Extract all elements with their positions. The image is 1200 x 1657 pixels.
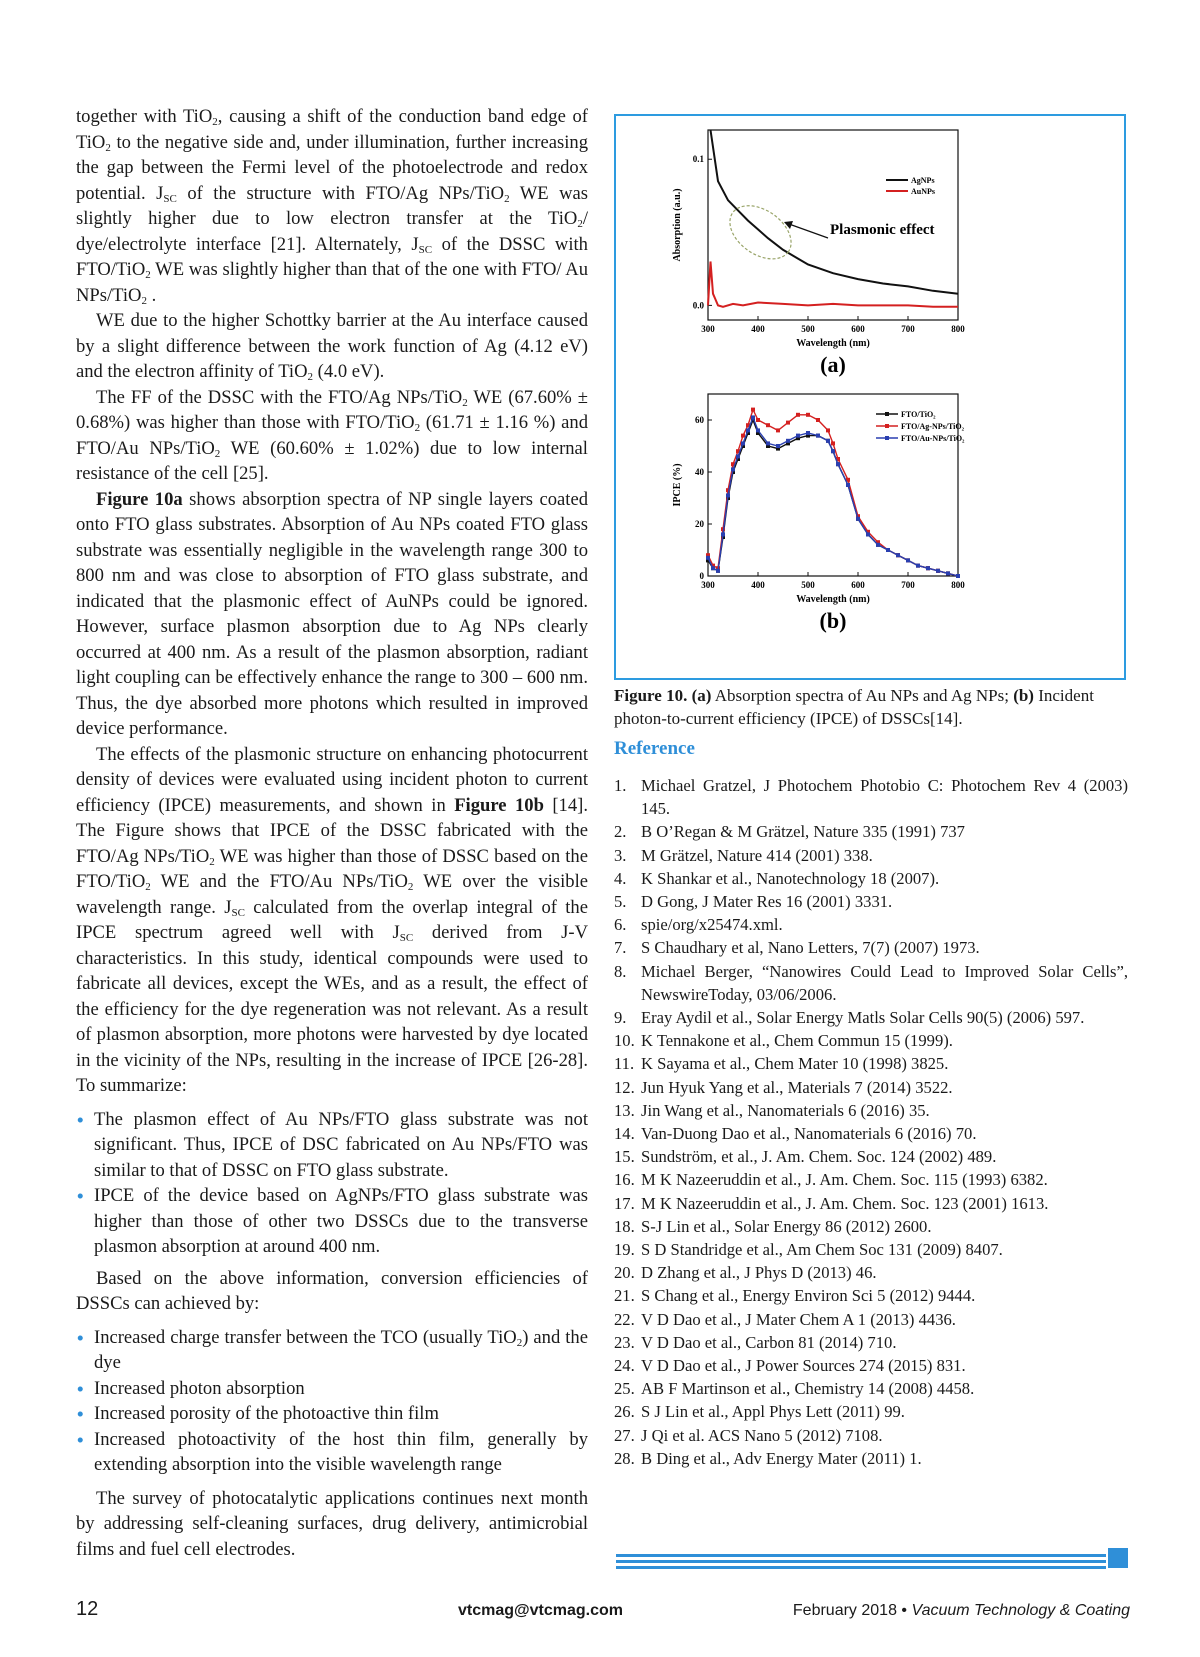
footer-issue: February 2018 • Vacuum Technology & Coating xyxy=(792,1602,1130,1619)
reference-text: Jun Hyuk Yang et al., Materials 7 (2014) 3522. xyxy=(641,1077,953,1097)
reference-number: 21. xyxy=(614,1286,635,1306)
x-tick-label: 800 xyxy=(951,580,965,590)
paragraph-4: Figure 10a shows absorption spectra of NP single layers coated onto FTO glass substrates. Absorption of Au NPs coated FTO glass substrate was essentially negligible in the wavelength range 300 to 800 nm and was close to absorption of FTO glass substrate, and indicated that the plasmonic effect of AuNPs could be ignored. However, surface plasmon absorption due to Ag NPs clearly occurred at 400 nm. As a result of the plasmon absorption, radiant light coupling can be effectively enhance the range to 300 – 600 nm. Thus, the dye absorbed more photons which resulted in improved device performance. xyxy=(76,488,588,739)
reference-number: 22. xyxy=(614,1309,635,1329)
data-point xyxy=(816,418,820,422)
reference-item xyxy=(614,1377,1128,1400)
bullet-item: • The plasmon effect of Au NPs/FTO glass substrate was not significant. Thus, IPCE of DSC fabricated on Au NPs/FTO was similar to that of DSSC on FTO glass substrate. xyxy=(94,1107,588,1184)
reference-text: S D Standridge et al., Am Chem Soc 131 (2009) 8407. xyxy=(641,1240,1003,1260)
plasmonic-annotation: Plasmonic effect xyxy=(830,222,935,238)
decor-square xyxy=(1108,1548,1128,1568)
legend-label: AgNPs xyxy=(911,176,935,185)
footer-email[interactable]: vtcmag@vtcmag.com xyxy=(458,1602,623,1619)
reference-item xyxy=(614,1331,1128,1354)
data-point xyxy=(746,428,750,432)
data-point xyxy=(876,543,880,547)
data-point xyxy=(831,441,835,445)
reference-item xyxy=(614,1354,1128,1377)
reference-text: Sundström, et al., J. Am. Chem. Soc. 124 (2002) 489. xyxy=(641,1147,997,1167)
reference-text: K Sayama et al., Chem Mater 10 (1998) 3825. xyxy=(641,1054,949,1074)
bullet-item: • Increased photoactivity of the host thin film, generally by extending absorption into the visible wavelength range xyxy=(94,1427,588,1478)
figure-caption: Figure 10. (a) Absorption spectra of Au NPs and Ag NPs; (b) Incident photon-to-current efficiency (IPCE) of DSSCs[14]. xyxy=(614,686,1094,728)
reference-number: 4. xyxy=(614,868,627,888)
reference-text: S Chaudhary et al, Nano Letters, 7(7) (2007) 1973. xyxy=(641,938,980,958)
reference-item xyxy=(614,1261,1128,1284)
data-point xyxy=(826,428,830,432)
legend-label: FTO/Ag-NPs/TiO₂ xyxy=(901,422,964,431)
legend-marker xyxy=(885,424,889,428)
panel-a-ylabel: Absorption (a.u.) xyxy=(672,188,683,262)
reference-item xyxy=(614,1238,1128,1261)
reference-item xyxy=(614,844,1128,867)
reference-item xyxy=(614,774,1128,820)
bullet-item: • Increased charge transfer between the TCO (usually TiO$_2$) and the dye xyxy=(94,1325,588,1376)
reference-text: K Tennakone et al., Chem Commun 15 (1999). xyxy=(641,1031,953,1051)
data-point xyxy=(896,553,900,557)
series-line-1 xyxy=(708,262,958,307)
reference-item xyxy=(614,913,1128,936)
reference-number: 25. xyxy=(614,1379,635,1399)
data-point xyxy=(806,413,810,417)
reference-list xyxy=(614,774,1128,1470)
bullet-item: • Increased photon absorption xyxy=(94,1376,588,1402)
bullet-item: • IPCE of the device based on AgNPs/FTO glass substrate was higher than those of other two DSSCs due to the transverse plasmon absorption at around 400 nm. xyxy=(94,1183,588,1260)
y-tick-label: 0.0 xyxy=(692,300,704,311)
reference-number: 1. xyxy=(614,776,627,795)
data-point xyxy=(751,415,755,419)
data-point xyxy=(716,569,720,573)
reference-text: M Grätzel, Nature 414 (2001) 338. xyxy=(641,845,873,865)
reference-text: B O’Regan & M Grätzel, Nature 335 (1991) 737 xyxy=(641,822,965,842)
reference-number: 11. xyxy=(614,1054,635,1074)
reference-number: 27. xyxy=(614,1425,635,1445)
data-point xyxy=(736,454,740,458)
data-point xyxy=(926,566,930,570)
reference-item xyxy=(614,1052,1128,1075)
reference-text: B Ding et al., Adv Energy Mater (2011) 1. xyxy=(641,1448,922,1468)
data-point xyxy=(816,434,820,438)
y-tick-label: 40 xyxy=(695,467,704,477)
series-line-0 xyxy=(711,130,959,294)
legend-marker xyxy=(885,412,889,416)
data-point xyxy=(836,462,840,466)
data-point xyxy=(741,441,745,445)
reference-number: 16. xyxy=(614,1170,635,1190)
figure-10-charts xyxy=(616,116,1124,678)
figure-10 xyxy=(614,114,1126,680)
body-text xyxy=(76,104,588,1562)
reference-item xyxy=(614,1192,1128,1215)
x-tick-label: 600 xyxy=(851,324,865,334)
bullet-item: • Increased porosity of the photoactive thin film xyxy=(94,1401,588,1427)
reference-item xyxy=(614,1424,1128,1447)
reference-number: 13. xyxy=(614,1100,635,1120)
y-tick-label: 0.1 xyxy=(692,154,704,165)
reference-item xyxy=(614,1076,1128,1099)
reference-item xyxy=(614,1122,1128,1145)
x-tick-label: 300 xyxy=(701,580,715,590)
data-point xyxy=(796,434,800,438)
data-point xyxy=(856,517,860,521)
paragraph-1: together with TiO$_2$, causing a shift of the conduction band edge of TiO$_2$ to the negative side and, under illumination, further increasing the gap between the Fermi level of the photoelectrode and redox potential. $J_{SC}$ of the structure with FTO/Ag NPs/TiO$_2$ WE was slightly higher due to low electron transfer at the TiO$_2$/ dye/electrolyte interface [21]. Alternately, $J_{SC}$ of the DSSC with FTO/TiO$_2$ WE was slightly higher than that of the one with FTO/ Au NPs/TiO$_2$ . xyxy=(76,106,588,307)
decor-rule xyxy=(616,1560,1106,1563)
reference-item xyxy=(614,1308,1128,1331)
data-point xyxy=(726,493,730,497)
x-tick-label: 800 xyxy=(951,324,965,334)
y-tick-label: 0 xyxy=(699,571,704,581)
reference-number: 19. xyxy=(614,1240,635,1260)
reference-text: AB F Martinson et al., Chemistry 14 (2008) 4458. xyxy=(641,1379,975,1399)
panel-b xyxy=(672,394,965,633)
data-point xyxy=(776,428,780,432)
y-tick-label: 20 xyxy=(695,519,704,529)
paragraph-7: The survey of photocatalytic applications continues next month by addressing self-cleaning surfaces, drug delivery, antimicrobial films and fuel cell electrodes. xyxy=(76,1487,588,1560)
reference-item xyxy=(614,1215,1128,1238)
decor-rule xyxy=(616,1566,1106,1569)
reference-text: D Gong, J Mater Res 16 (2001) 3331. xyxy=(641,892,893,912)
reference-number: 6. xyxy=(614,915,627,935)
reference-item xyxy=(614,1006,1128,1029)
data-point xyxy=(706,556,710,560)
reference-item xyxy=(614,1029,1128,1052)
reference-number: 18. xyxy=(614,1216,635,1236)
data-point xyxy=(741,434,745,438)
reference-text: V D Dao et al., Carbon 81 (2014) 710. xyxy=(641,1332,897,1352)
data-point xyxy=(936,569,940,573)
reference-text: Van-Duong Dao et al., Nanomaterials 6 (2016) 70. xyxy=(641,1124,977,1144)
data-point xyxy=(866,532,870,536)
x-tick-label: 400 xyxy=(751,580,765,590)
data-point xyxy=(831,449,835,453)
reference-item xyxy=(614,867,1128,890)
reference-text: M K Nazeeruddin et al., J. Am. Chem. Soc. 115 (1993) 6382. xyxy=(641,1170,1048,1190)
data-point xyxy=(846,483,850,487)
data-point xyxy=(756,418,760,422)
x-tick-label: 500 xyxy=(801,324,815,334)
reference-item xyxy=(614,960,1128,1006)
reference-number: 24. xyxy=(614,1356,635,1376)
data-point xyxy=(751,408,755,412)
reference-number: 14. xyxy=(614,1124,635,1144)
reference-number: 26. xyxy=(614,1402,635,1422)
data-point xyxy=(776,444,780,448)
data-point xyxy=(756,428,760,432)
reference-item xyxy=(614,936,1128,959)
reference-number: 2. xyxy=(614,822,627,842)
reference-item xyxy=(614,890,1128,913)
data-point xyxy=(956,574,960,578)
x-tick-label: 700 xyxy=(901,580,915,590)
reference-text: Jin Wang et al., Nanomaterials 6 (2016) 35. xyxy=(641,1100,930,1120)
legend-label: AuNPs xyxy=(911,187,936,196)
legend-label: FTO/TiO₂ xyxy=(901,410,936,419)
data-point xyxy=(786,421,790,425)
panel-a-label: (a) xyxy=(820,352,846,377)
x-tick-label: 700 xyxy=(901,324,915,334)
paragraph-5: The effects of the plasmonic structure on enhancing photocurrent density of devices were evaluated using incident photon to current efficiency (IPCE) measurements, and shown in Figure 10b [14]. The Figure shows that IPCE of the DSSC fabricated with the FTO/Ag NPs/TiO$_2$ WE was higher than those of DSSC based on the FTO/TiO$_2$ WE and the FTO/Au NPs/TiO$_2$ WE over the visible wavelength range. $J_{SC}$ calculated from the overlap integral of the IPCE spectrum agreed well with $J_{SC}$ derived from J-V characteristics. In this study, identical compounds were used to fabricate all devices, except the WEs, and as a result, the effect of the efficiency for the dye regeneration was not relevant. As a result of plasmon absorption, more photons were harvested by dye located in the vicinity of the NPs, resulting in the increase of IPCE [26-28]. To summarize: xyxy=(76,743,588,1096)
reference-item xyxy=(614,1145,1128,1168)
reference-text: M K Nazeeruddin et al., J. Am. Chem. Soc. 123 (2001) 1613. xyxy=(641,1193,1049,1213)
references-heading: Reference xyxy=(614,738,695,759)
reference-text: Michael Gratzel, J Photochem Photobio C: Photochem Rev 4 (2003) 145. xyxy=(641,776,1128,819)
reference-text: S J Lin et al., Appl Phys Lett (2011) 99. xyxy=(641,1402,905,1422)
reference-number: 15. xyxy=(614,1147,635,1167)
reference-text: D Zhang et al., J Phys D (2013) 46. xyxy=(641,1263,877,1283)
reference-text: Eray Aydil et al., Solar Energy Matls Solar Cells 90(5) (2006) 597. xyxy=(641,1008,1085,1028)
reference-text: S Chang et al., Energy Environ Sci 5 (2012) 9444. xyxy=(641,1286,976,1306)
reference-number: 23. xyxy=(614,1332,635,1352)
reference-item xyxy=(614,1284,1128,1307)
x-tick-label: 500 xyxy=(801,580,815,590)
data-point xyxy=(766,423,770,427)
reference-item xyxy=(614,1168,1128,1191)
page-number: 12 xyxy=(76,1598,99,1620)
data-point xyxy=(826,439,830,443)
data-point xyxy=(731,467,735,471)
reference-item xyxy=(614,1400,1128,1423)
paragraph-2: WE due to the higher Schottky barrier at the Au interface caused by a slight difference between the work function of Ag (4.12 eV) and the electron affinity of TiO$_2$ (4.0 eV). xyxy=(76,310,588,383)
data-point xyxy=(721,532,725,536)
summary-bullets xyxy=(76,1107,588,1260)
panel-b-xlabel: Wavelength (nm) xyxy=(796,594,870,605)
panel-b-ylabel: IPCE (%) xyxy=(672,463,683,507)
reference-item xyxy=(614,1447,1128,1470)
data-point xyxy=(796,413,800,417)
plasmonic-arrow xyxy=(789,224,828,238)
reference-number: 8. xyxy=(614,961,627,981)
data-point xyxy=(886,548,890,552)
reference-number: 7. xyxy=(614,938,627,958)
reference-number: 17. xyxy=(614,1193,635,1213)
reference-number: 9. xyxy=(614,1008,627,1028)
paragraph-6: Based on the above information, conversion efficiencies of DSSCs can achieved by: xyxy=(76,1267,588,1314)
y-tick-label: 60 xyxy=(695,415,704,425)
data-point xyxy=(711,566,715,570)
reference-item xyxy=(614,1099,1128,1122)
x-tick-label: 400 xyxy=(751,324,765,334)
efficiency-bullets xyxy=(76,1325,588,1478)
reference-number: 5. xyxy=(614,892,627,912)
reference-text: V D Dao et al., J Power Sources 274 (2015) 831. xyxy=(641,1356,966,1376)
reference-item xyxy=(614,820,1128,843)
reference-text: S-J Lin et al., Solar Energy 86 (2012) 2600. xyxy=(641,1216,932,1236)
reference-number: 20. xyxy=(614,1263,635,1283)
x-tick-label: 600 xyxy=(851,580,865,590)
data-point xyxy=(766,441,770,445)
data-point xyxy=(946,571,950,575)
reference-text: Michael Berger, “Nanowires Could Lead to Improved Solar Cells”, NewswireToday, 03/06/2006. xyxy=(641,961,1128,1004)
reference-text: K Shankar et al., Nanotechnology 18 (2007). xyxy=(641,868,940,888)
reference-number: 3. xyxy=(614,845,627,865)
legend-marker xyxy=(885,436,889,440)
decor-rule xyxy=(616,1554,1106,1557)
data-point xyxy=(786,439,790,443)
data-point xyxy=(916,564,920,568)
reference-number: 12. xyxy=(614,1077,635,1097)
reference-text: V D Dao et al., J Mater Chem A 1 (2013) 4436. xyxy=(641,1309,956,1329)
reference-text: spie/org/x25474.xml. xyxy=(641,915,783,935)
data-point xyxy=(906,558,910,562)
paragraph-3: The FF of the DSSC with the FTO/Ag NPs/TiO$_2$ WE (67.60% ± 0.68%) was higher than those with FTO/TiO$_2$ (61.71 ± 1.16 %) and FTO/Au NPs/TiO$_2$ WE (60.60% ± 1.02%) due to low internal resistance of the cell [25]. xyxy=(76,386,588,484)
data-point xyxy=(806,431,810,435)
panel-b-label: (b) xyxy=(819,608,847,633)
panel-a xyxy=(672,130,965,377)
reference-number: 28. xyxy=(614,1448,635,1468)
x-tick-label: 300 xyxy=(701,324,715,334)
reference-number: 10. xyxy=(614,1031,635,1051)
reference-text: J Qi et al. ACS Nano 5 (2012) 7108. xyxy=(641,1425,883,1445)
legend-label: FTO/Au-NPs/TiO₂ xyxy=(901,434,965,443)
panel-a-xlabel: Wavelength (nm) xyxy=(796,338,870,349)
